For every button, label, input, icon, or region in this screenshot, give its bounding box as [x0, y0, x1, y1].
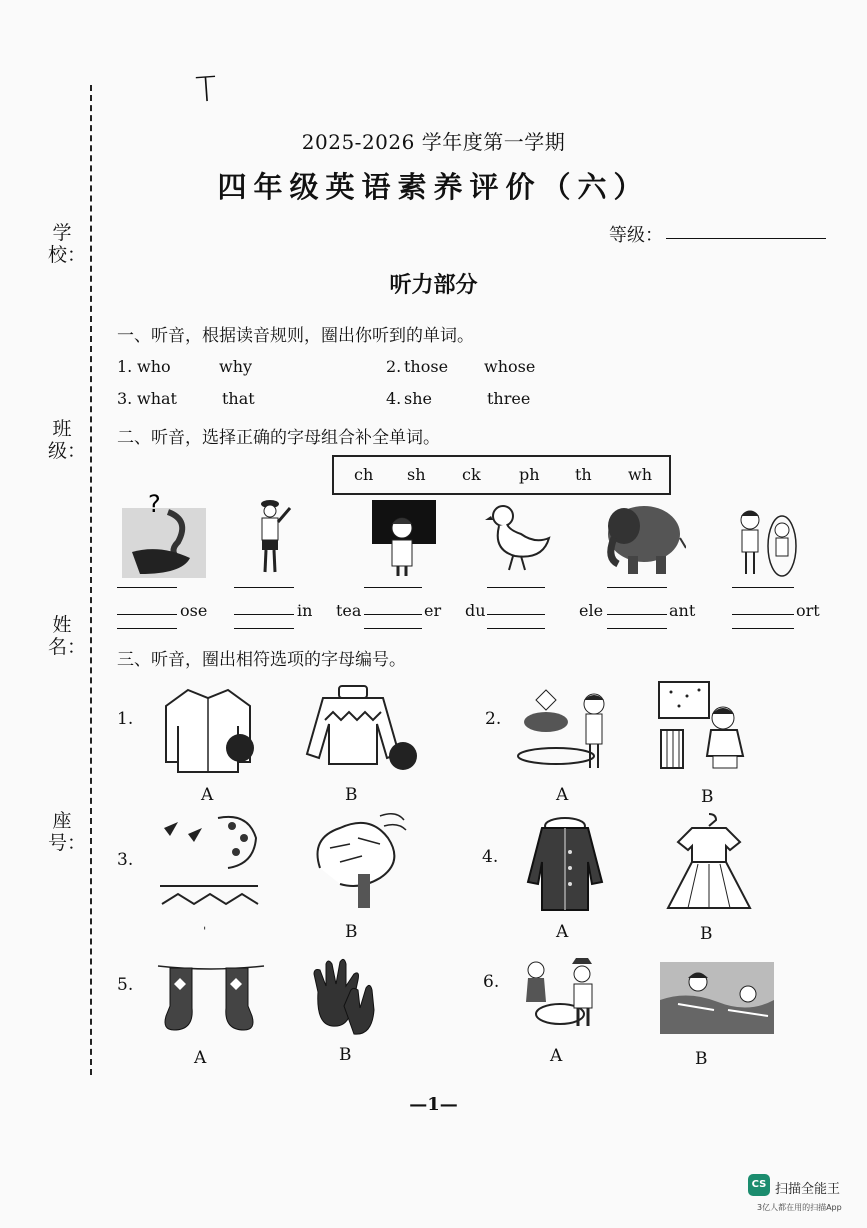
- picture-dress: [664, 812, 754, 916]
- p3-num-6: 6.: [483, 972, 500, 992]
- handwritten-mark: T: [194, 69, 219, 111]
- p1-item3-option-b[interactable]: that: [222, 389, 255, 408]
- blank-3[interactable]: [364, 614, 422, 615]
- option-th: th: [575, 465, 592, 484]
- blank-1-top[interactable]: [117, 587, 177, 588]
- p3-4-a-label[interactable]: A: [556, 922, 569, 942]
- p1-item1-num: 1.: [117, 357, 133, 376]
- picture-gloves: [310, 952, 382, 1042]
- p3-4-b-label[interactable]: B: [700, 924, 713, 944]
- side-label-class: 班级：: [48, 418, 87, 462]
- picture-socks: [156, 958, 266, 1040]
- option-ch: ch: [354, 465, 374, 484]
- word-1-suffix: ose: [180, 601, 208, 620]
- blank-6-top[interactable]: [732, 587, 794, 588]
- blank-6-bottom[interactable]: [732, 628, 794, 629]
- blank-5-bottom[interactable]: [607, 628, 667, 629]
- p3-num-4: 4.: [482, 847, 499, 867]
- p1-item2-num: 2.: [386, 357, 402, 376]
- p3-6-a-label[interactable]: A: [550, 1046, 563, 1066]
- p1-item2-option-a[interactable]: those: [404, 357, 449, 376]
- picture-pond-lotus-boy: [516, 680, 616, 772]
- school-year: 2025-2026 学年度第一学期: [301, 130, 566, 154]
- p3-5-a-label[interactable]: A: [194, 1048, 207, 1068]
- blank-2-bottom[interactable]: [234, 628, 294, 629]
- picture-spring-tree-birds: [158, 808, 262, 912]
- part3-heading: 三、听音，圈出相符选项的字母编号。: [117, 650, 406, 670]
- p3-1-b-label[interactable]: B: [345, 785, 358, 805]
- picture-duck: [485, 500, 555, 576]
- p3-3-a-label-faint[interactable]: ˈ: [203, 925, 207, 939]
- side-label-school: 学校：: [48, 222, 87, 266]
- word-3-prefix: tea: [336, 601, 362, 620]
- page-number: —1—: [409, 1094, 458, 1115]
- p3-1-a-label[interactable]: A: [201, 785, 214, 805]
- scanner-app-logo: CS: [748, 1174, 770, 1196]
- p1-item4-option-b[interactable]: three: [487, 389, 531, 408]
- p1-item4-option-a[interactable]: she: [404, 389, 432, 408]
- p3-5-b-label[interactable]: B: [339, 1045, 352, 1065]
- p1-item4-num: 4.: [386, 389, 402, 408]
- option-wh: wh: [628, 465, 652, 484]
- exam-title: 四年级英语素养评价（六）: [217, 170, 650, 204]
- p3-2-b-label[interactable]: B: [701, 787, 714, 807]
- picture-short-tall-kids: [732, 504, 802, 580]
- p3-num-1: 1.: [117, 709, 134, 729]
- blank-1[interactable]: [117, 614, 177, 615]
- word-2-suffix: in: [297, 601, 313, 620]
- side-label-name: 姓名：: [48, 614, 87, 658]
- p3-6-b-label[interactable]: B: [695, 1049, 708, 1069]
- picture-sweater: [305, 684, 425, 774]
- grade-label: 等级：: [609, 225, 663, 246]
- p3-num-5: 5.: [117, 975, 134, 995]
- picture-teacher-blackboard: [370, 498, 440, 578]
- blank-2[interactable]: [234, 614, 294, 615]
- letter-options-box: [332, 455, 671, 495]
- blank-4-top[interactable]: [487, 587, 545, 588]
- blank-5[interactable]: [607, 614, 667, 615]
- p3-num-3: 3.: [117, 850, 134, 870]
- blank-6[interactable]: [732, 614, 794, 615]
- picture-windy-tree: [300, 808, 408, 912]
- picture-man-pointing: [248, 496, 298, 578]
- p1-item2-option-b[interactable]: whose: [484, 357, 536, 376]
- grade-blank[interactable]: [666, 238, 826, 239]
- svg-text:?: ?: [148, 490, 161, 518]
- blank-1-bottom[interactable]: [117, 628, 177, 629]
- section-title: 听力部分: [389, 273, 478, 298]
- picture-question-mark-hand: [120, 490, 210, 580]
- p3-3-b-label[interactable]: B: [345, 922, 358, 942]
- word-6-suffix: ort: [796, 601, 820, 620]
- picture-girl-heater-window: [657, 680, 752, 772]
- p1-item1-option-b[interactable]: why: [219, 357, 253, 376]
- word-3-suffix: er: [424, 601, 442, 620]
- blank-4-bottom[interactable]: [487, 628, 545, 629]
- picture-elephant: [600, 498, 686, 578]
- blank-3-top[interactable]: [364, 587, 422, 588]
- word-4-prefix: du: [465, 601, 486, 620]
- binding-dashed-line: [90, 85, 92, 1075]
- picture-shirt: [158, 686, 258, 776]
- word-5-suffix: ant: [669, 601, 696, 620]
- blank-4[interactable]: [487, 614, 545, 615]
- word-5-prefix: ele: [579, 601, 604, 620]
- part1-heading: 一、听音，根据读音规则，圈出你听到的单词。: [117, 326, 474, 346]
- option-sh: sh: [407, 465, 426, 484]
- blank-2-top[interactable]: [234, 587, 294, 588]
- p3-2-a-label[interactable]: A: [556, 785, 569, 805]
- blank-5-top[interactable]: [607, 587, 667, 588]
- scanner-app-tagline: 3亿人都在用的扫描App: [757, 1203, 842, 1212]
- p1-item3-option-a[interactable]: what: [137, 389, 177, 408]
- picture-children-swimming: [658, 960, 776, 1036]
- p1-item1-option-a[interactable]: who: [137, 357, 171, 376]
- picture-winter-coat: [522, 812, 608, 916]
- scanner-app-name: 扫描全能王: [775, 1182, 841, 1197]
- part2-heading: 二、听音，选择正确的字母组合补全单词。: [117, 428, 440, 448]
- side-label-seat: 座号：: [48, 810, 87, 854]
- picture-children-snowman: [514, 956, 614, 1034]
- option-ph: ph: [519, 465, 540, 484]
- blank-3-bottom[interactable]: [364, 628, 422, 629]
- p3-num-2: 2.: [485, 709, 502, 729]
- p1-item3-num: 3.: [117, 389, 133, 408]
- option-ck: ck: [462, 465, 481, 484]
